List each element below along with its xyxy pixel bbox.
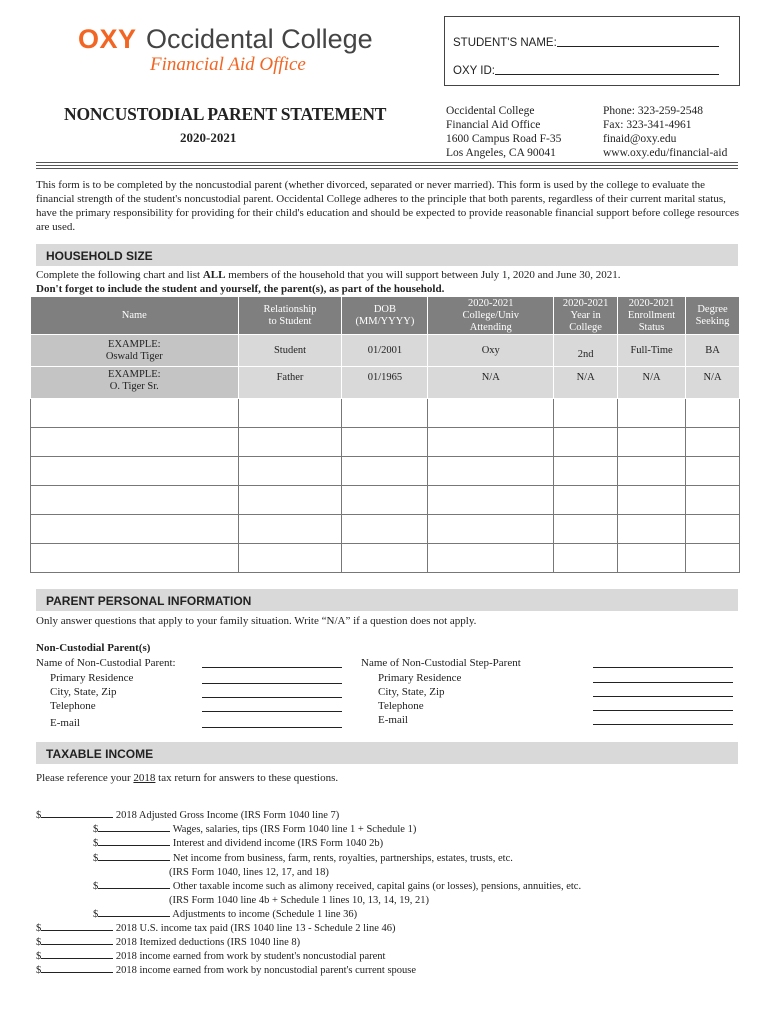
household-entry-row[interactable]: [31, 544, 740, 573]
parent-phone-label: Telephone: [50, 700, 96, 712]
tax-line-parent-income[interactable]: $ 2018 income earned from work by student's noncustodial parent: [36, 951, 386, 962]
household-instruction-post: members of the household that you will support between July 1, 2020 and June 30, 2021.: [225, 269, 621, 281]
example-degree: BA: [686, 335, 740, 367]
divider: [36, 168, 738, 169]
example-college: Oxy: [428, 335, 554, 367]
household-reminder: Don't forget to include the student and yourself, the parent(s), as part of the household.: [36, 283, 445, 295]
example-row: [31, 367, 740, 399]
household-table: [30, 296, 740, 573]
col-header-dob: DOB (MM/YYYY): [342, 297, 428, 335]
noncustodial-subheading: Non-Custodial Parent(s): [36, 642, 151, 654]
example-year: 2nd: [554, 335, 618, 367]
household-entry-row[interactable]: [31, 486, 740, 515]
parent-email-input[interactable]: [202, 727, 342, 728]
tax-line-spouse-income[interactable]: $ 2018 income earned from work by noncustodial parent's current spouse: [36, 965, 417, 976]
logo-oxy: OXY: [78, 24, 137, 54]
address-line: Financial Aid Office: [446, 119, 541, 131]
tax-line-business[interactable]: $ Net income from business, farm, rents, royalties, partnerships, estates, trusts, etc.: [93, 853, 513, 864]
tax-line-wages[interactable]: $ Wages, salaries, tips (IRS Form 1040 line 1 + Schedule 1): [93, 824, 417, 835]
example-relationship: Father: [238, 367, 342, 399]
stepparent-residence-input[interactable]: [593, 682, 733, 683]
tax-line-tax-paid[interactable]: $ 2018 U.S. income tax paid (IRS 1040 line 13 - Schedule 2 line 46): [36, 923, 396, 934]
example-dob: 01/2001: [342, 335, 428, 367]
parent-name-label: Name of Non-Custodial Parent:: [36, 657, 176, 669]
student-name-label: STUDENT'S NAME:: [453, 37, 557, 49]
household-instruction-pre: Complete the following chart and list: [36, 269, 203, 281]
col-header-college: 2020-2021 College/Univ Attending: [428, 297, 554, 335]
contact-website: www.oxy.edu/financial-aid: [603, 147, 728, 159]
col-header-enrollment: 2020-2021 Enrollment Status: [618, 297, 686, 335]
tax-line-other[interactable]: $ Other taxable income such as alimony received, capital gains (or losses), pensions, annuities, etc.: [93, 881, 582, 892]
form-year: 2020-2021: [180, 130, 237, 145]
stepparent-phone-input[interactable]: [593, 710, 733, 711]
example-relationship: Student: [238, 335, 342, 367]
tax-reference-year: 2018: [133, 772, 156, 784]
student-id-box: [444, 16, 740, 86]
stepparent-name-label: Name of Non-Custodial Step-Parent: [361, 657, 521, 669]
example-name: EXAMPLE: O. Tiger Sr.: [31, 367, 239, 399]
household-size-heading: HOUSEHOLD SIZE: [36, 244, 738, 266]
stepparent-residence-label: Primary Residence: [378, 672, 462, 684]
stepparent-city-label: City, State, Zip: [378, 686, 445, 698]
parent-email-label: E-mail: [50, 717, 80, 729]
tax-line-interest[interactable]: $ Interest and dividend income (IRS Form 1040 2b): [93, 838, 384, 849]
stepparent-email-label: E-mail: [378, 714, 408, 726]
logo-office-name: Financial Aid Office: [150, 54, 306, 75]
tax-reference: [36, 771, 338, 785]
oxy-id-label: OXY ID:: [453, 65, 495, 77]
tax-reference-pre: Please reference your: [36, 772, 134, 784]
parent-info-instruction: Only answer questions that apply to your family situation. Write “N/A” if a question does not apply.: [36, 615, 477, 627]
household-entry-row[interactable]: [31, 428, 740, 457]
tax-line-adjustments[interactable]: $ Adjustments to income (Schedule 1 line 36): [93, 909, 358, 920]
household-entry-row[interactable]: [31, 457, 740, 486]
address-line: Los Angeles, CA 90041: [446, 147, 556, 159]
tax-line-business-note: (IRS Form 1040, lines 12, 17, and 18): [169, 867, 329, 878]
address-line: Occidental College: [446, 105, 535, 117]
example-college: N/A: [428, 367, 554, 399]
oxy-id-field[interactable]: [453, 65, 719, 77]
parent-residence-input[interactable]: [202, 683, 342, 684]
stepparent-phone-label: Telephone: [378, 700, 424, 712]
col-header-relationship: Relationship to Student: [238, 297, 342, 335]
office-address: [446, 104, 561, 160]
logo-college-name: Occidental College: [146, 24, 373, 54]
tax-line-itemized[interactable]: $ 2018 Itemized deductions (IRS 1040 line 8): [36, 937, 301, 948]
divider: [36, 162, 738, 163]
contact-email: finaid@oxy.edu: [603, 133, 677, 145]
contact-fax: Fax: 323-341-4961: [603, 119, 692, 131]
intro-paragraph: This form is to be completed by the noncustodial parent (whether divorced, separated or never married). This form is used by the college to evaluate the financial strength of the student's noncustodial parent. Occidental College adheres to the principle that both parents, regardless of their current marital status, have the primary responsibility for providing for their child's education and should be expected to provide reasonable financial support before college resources are used.: [36, 179, 740, 233]
example-dob: 01/1965: [342, 367, 428, 399]
col-header-year: 2020-2021 Year in College: [554, 297, 618, 335]
stepparent-city-input[interactable]: [593, 696, 733, 697]
example-row: [31, 335, 740, 367]
parent-city-input[interactable]: [202, 697, 342, 698]
tax-line-agi[interactable]: $ 2018 Adjusted Gross Income (IRS Form 1040 line 7): [36, 810, 340, 821]
divider: [36, 165, 738, 166]
parent-info-heading: PARENT PERSONAL INFORMATION: [36, 589, 738, 611]
parent-city-label: City, State, Zip: [50, 686, 117, 698]
household-table-header: [31, 297, 740, 335]
contact-phone: Phone: 323-259-2548: [603, 105, 703, 117]
page-title: NONCUSTODIAL PARENT STATEMENT: [64, 104, 387, 124]
household-instruction: [36, 268, 620, 282]
household-instruction-all: ALL: [202, 269, 226, 281]
tax-line-other-note: (IRS Form 1040 line 4b + Schedule 1 lines 10, 13, 14, 19, 21): [169, 895, 429, 906]
example-status: Full-Time: [618, 335, 686, 367]
student-name-field[interactable]: [453, 37, 719, 49]
parent-phone-input[interactable]: [202, 711, 342, 712]
parent-residence-label: Primary Residence: [50, 672, 134, 684]
stepparent-email-input[interactable]: [593, 724, 733, 725]
parent-name-input[interactable]: [202, 667, 342, 668]
example-status: N/A: [618, 367, 686, 399]
example-degree: N/A: [686, 367, 740, 399]
household-entry-row[interactable]: [31, 399, 740, 428]
office-contact: [603, 104, 727, 160]
example-year: N/A: [554, 367, 618, 399]
taxable-income-heading: TAXABLE INCOME: [36, 742, 738, 764]
address-line: 1600 Campus Road F-35: [446, 133, 562, 145]
tax-reference-post: tax return for answers to these questions.: [155, 772, 339, 784]
example-name: EXAMPLE: Oswald Tiger: [31, 335, 239, 367]
col-header-name: Name: [31, 297, 239, 335]
col-header-degree: Degree Seeking: [686, 297, 740, 335]
household-entry-row[interactable]: [31, 515, 740, 544]
stepparent-name-input[interactable]: [593, 667, 733, 668]
